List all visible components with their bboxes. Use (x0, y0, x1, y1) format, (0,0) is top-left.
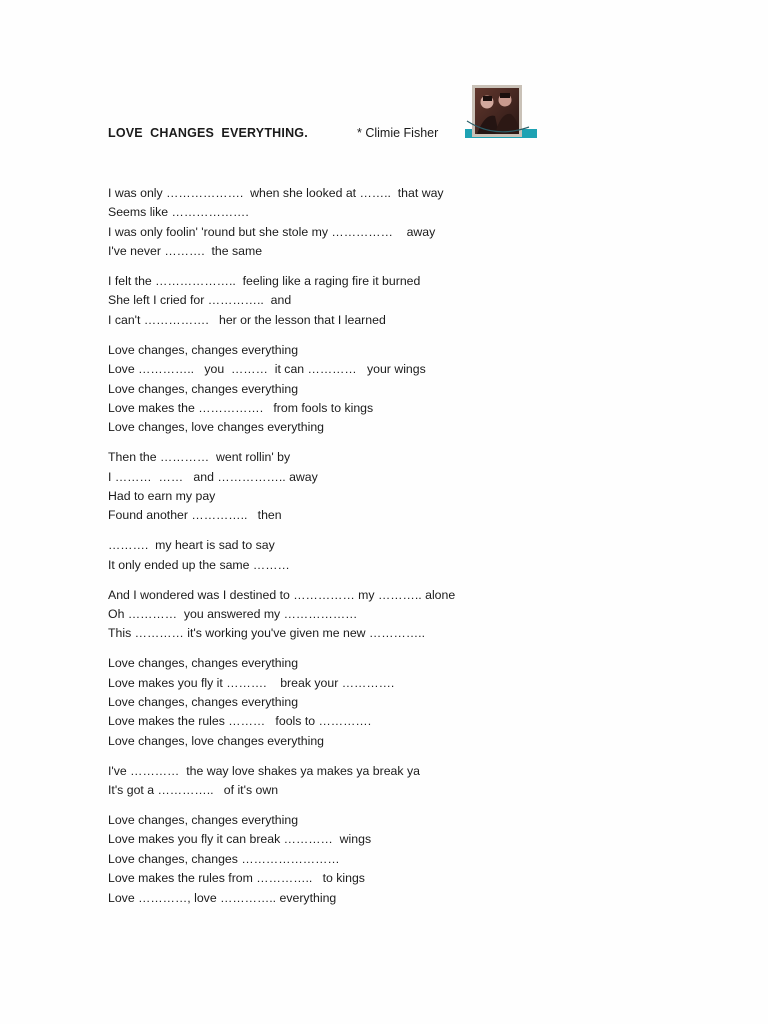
lyric-line: And I wondered was I destined to …………… my ……….. alone (108, 587, 456, 602)
lyrics-stanza (108, 184, 668, 262)
lyric-line: Had to earn my pay (108, 488, 216, 503)
lyrics-stanza (108, 341, 668, 438)
lyric-line: Love makes the rules from ………….. to kings (108, 871, 365, 886)
lyric-line: This ………… it's working you've given me new ………….. (108, 626, 425, 641)
hair-left (483, 96, 492, 101)
hair-right (500, 93, 510, 98)
lyric-line: Then the ………… went rollin' by (108, 450, 291, 465)
lyrics-stanza (108, 654, 668, 751)
lyrics-stanza (108, 536, 668, 575)
lyric-line: I was only ………………. when she looked at …….. that way (108, 186, 444, 200)
lyric-line: I've ………… the way love shakes ya makes ya break ya (108, 763, 420, 778)
lyrics-stanza (108, 272, 668, 330)
lyric-line: Love changes, changes everything (108, 381, 299, 396)
lyrics-stanza (108, 811, 668, 908)
lyric-line: She left I cried for ………….. and (108, 293, 292, 308)
lyric-line: Seems like ………………. (108, 205, 249, 220)
lyric-line: Oh ………… you answered my ……………… (108, 606, 358, 621)
band-photo-graphic (465, 83, 537, 141)
lyrics-stanza (108, 586, 668, 644)
lyric-line: Love changes, changes …………………… (108, 851, 340, 866)
lyric-line: Love makes you fly it can break ………… wings (108, 832, 372, 847)
lyric-line: It's got a ………….. of it's own (108, 783, 279, 798)
lyric-line: Love changes, changes everything (108, 342, 299, 357)
lyric-line: I was only foolin' 'round but she stole my …………… away (108, 224, 436, 239)
lyric-line: It only ended up the same ……… (108, 557, 290, 572)
lyric-line: Love changes, love changes everything (108, 733, 325, 748)
lyric-line: I ……… …… and …………….. away (108, 469, 318, 484)
lyrics-stanza (108, 762, 668, 801)
lyric-line: I can't ……………. her or the lesson that I learned (108, 312, 386, 327)
lyric-line: Love makes the ……………. from fools to kings (108, 400, 374, 415)
lyric-line: Love ………….. you ……… it can ………… your wings (108, 362, 426, 377)
lyric-line: Found another ………….. then (108, 508, 282, 523)
lyric-line: Love makes the rules ……… fools to …………. (108, 714, 372, 729)
lyrics-stanza (108, 448, 668, 526)
lyric-line: Love changes, love changes everything (108, 420, 325, 435)
lyric-line: I've never ………. the same (108, 244, 263, 259)
band-photo-icon (465, 83, 537, 141)
song-title: LOVE CHANGES EVERYTHING. (108, 126, 308, 140)
lyric-line: Love makes you fly it ………. break your …………. (108, 675, 395, 690)
artist-name: * Climie Fisher (357, 126, 439, 140)
lyric-line: Love changes, changes everything (108, 812, 299, 827)
lyric-line: I felt the ……………….. feeling like a raging fire it burned (108, 274, 421, 289)
lyric-line: Love …………, love ………….. everything (108, 890, 337, 905)
lyrics-body (108, 184, 668, 918)
lyric-line: ………. my heart is sad to say (108, 538, 275, 553)
lyric-line: Love changes, changes everything (108, 656, 299, 671)
lyric-line: Love changes, changes everything (108, 694, 299, 709)
